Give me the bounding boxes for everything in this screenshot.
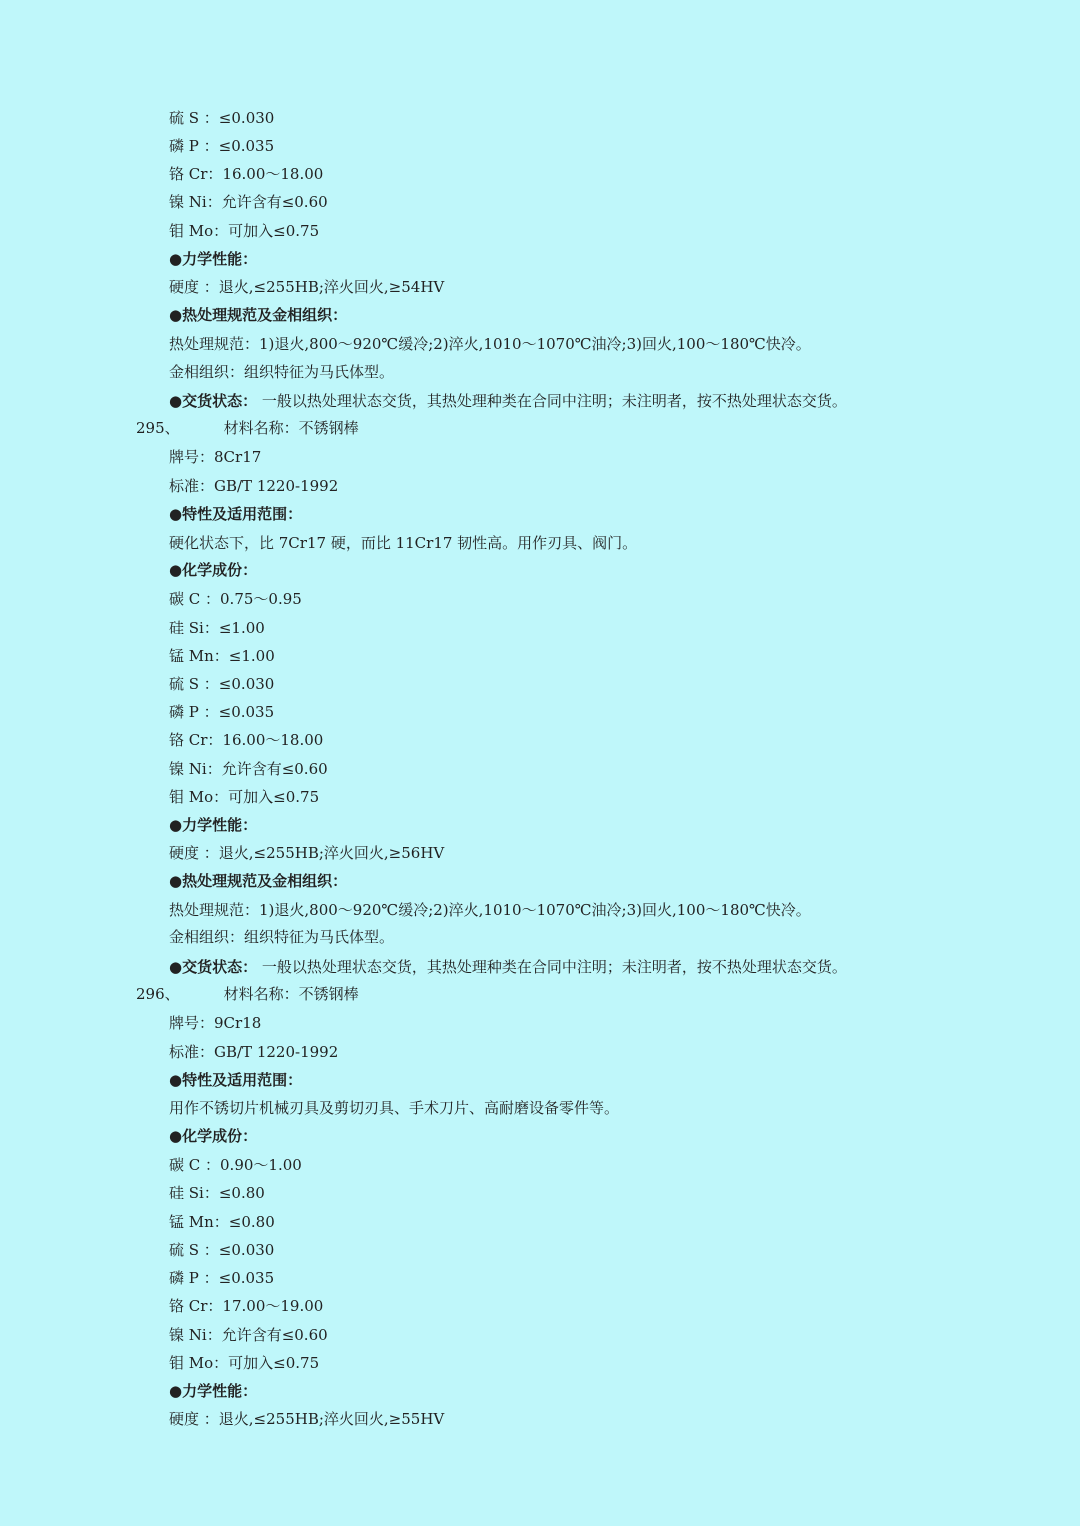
sulfur-line: 硫 S ：≤0.030 (169, 109, 275, 127)
delivery-heading: ●交货状态： (169, 392, 258, 410)
phosphorus-line: 磷 P ：≤0.035 (169, 137, 275, 155)
heat-treatment-spec: 热处理规范：1)退火,800～920℃缓冷;2)淬火,1010～1070℃油冷;3)回火,100～180℃快冷。 (169, 335, 811, 353)
molybdenum-line: 钼 Mo：可加入≤0.75 (169, 222, 320, 240)
heat-treatment-heading: ●热处理规范及金相组织： (169, 306, 348, 324)
grade-line: 牌号：8Cr17 (169, 448, 262, 466)
molybdenum-line: 钼 Mo：可加入≤0.75 (169, 788, 320, 806)
mechanical-heading: ●力学性能： (169, 250, 258, 268)
manganese-line: 锰 Mn：≤0.80 (169, 1213, 275, 1231)
mechanical-heading: ●力学性能： (169, 816, 258, 834)
silicon-line: 硅 Si：≤1.00 (169, 619, 265, 637)
hardness-line: 硬度 ：退火,≤255HB;淬火回火,≥56HV (169, 844, 445, 862)
phosphorus-line: 磷 P ：≤0.035 (169, 703, 275, 721)
microstructure-line: 金相组织：组织特征为马氏体型。 (169, 363, 395, 381)
delivery-line (169, 957, 847, 977)
nickel-line: 镍 Ni：允许含有≤0.60 (169, 1326, 328, 1344)
material-name: 材料名称：不锈钢棒 (223, 419, 359, 437)
properties-text: 用作不锈切片机械刃具及剪切刃具、手术刀片、高耐磨设备零件等。 (169, 1099, 620, 1117)
hardness-line: 硬度 ：退火,≤255HB;淬火回火,≥54HV (169, 278, 445, 296)
carbon-line: 碳 C ：0.75～0.95 (169, 590, 302, 608)
chromium-line: 铬 Cr：16.00～18.00 (169, 165, 324, 183)
chemical-heading: ●化学成份： (169, 561, 258, 579)
material-name: 材料名称：不锈钢棒 (223, 985, 359, 1003)
delivery-text: 一般以热处理状态交货，其热处理种类在合同中注明；未注明者，按不热处理状态交货。 (257, 392, 847, 410)
delivery-heading: ●交货状态： (169, 958, 258, 976)
grade-line: 牌号：9Cr18 (169, 1014, 262, 1032)
mechanical-heading: ●力学性能： (169, 1382, 258, 1400)
nickel-line: 镍 Ni：允许含有≤0.60 (169, 760, 328, 778)
sulfur-line: 硫 S ：≤0.030 (169, 675, 275, 693)
properties-text: 硬化状态下，比 7Cr17 硬，而比 11Cr17 韧性高。用作刃具、阀门。 (169, 534, 638, 552)
properties-heading: ●特性及适用范围： (169, 1071, 303, 1089)
manganese-line: 锰 Mn：≤1.00 (169, 647, 275, 665)
heat-treatment-spec: 热处理规范：1)退火,800～920℃缓冷;2)淬火,1010～1070℃油冷;3)回火,100～180℃快冷。 (169, 901, 811, 919)
standard-line: 标准：GB/T 1220-1992 (169, 1043, 339, 1061)
properties-heading: ●特性及适用范围： (169, 505, 303, 523)
standard-line: 标准：GB/T 1220-1992 (169, 477, 339, 495)
delivery-line (169, 391, 847, 411)
item-number: 295、 (136, 419, 180, 437)
item-295-header (136, 418, 359, 438)
chromium-line: 铬 Cr：16.00～18.00 (169, 731, 324, 749)
molybdenum-line: 钼 Mo：可加入≤0.75 (169, 1354, 320, 1372)
hardness-line: 硬度 ：退火,≤255HB;淬火回火,≥55HV (169, 1410, 445, 1428)
nickel-line: 镍 Ni：允许含有≤0.60 (169, 193, 328, 211)
chromium-line: 铬 Cr：17.00～19.00 (169, 1297, 324, 1315)
phosphorus-line: 磷 P ：≤0.035 (169, 1269, 275, 1287)
heat-treatment-heading: ●热处理规范及金相组织： (169, 872, 348, 890)
microstructure-line: 金相组织：组织特征为马氏体型。 (169, 928, 395, 946)
silicon-line: 硅 Si：≤0.80 (169, 1184, 265, 1202)
chemical-heading: ●化学成份： (169, 1127, 258, 1145)
item-296-header (136, 984, 359, 1004)
carbon-line: 碳 C ：0.90～1.00 (169, 1156, 302, 1174)
item-number: 296、 (136, 985, 180, 1003)
sulfur-line: 硫 S ：≤0.030 (169, 1241, 275, 1259)
delivery-text: 一般以热处理状态交货，其热处理种类在合同中注明；未注明者，按不热处理状态交货。 (257, 958, 847, 976)
